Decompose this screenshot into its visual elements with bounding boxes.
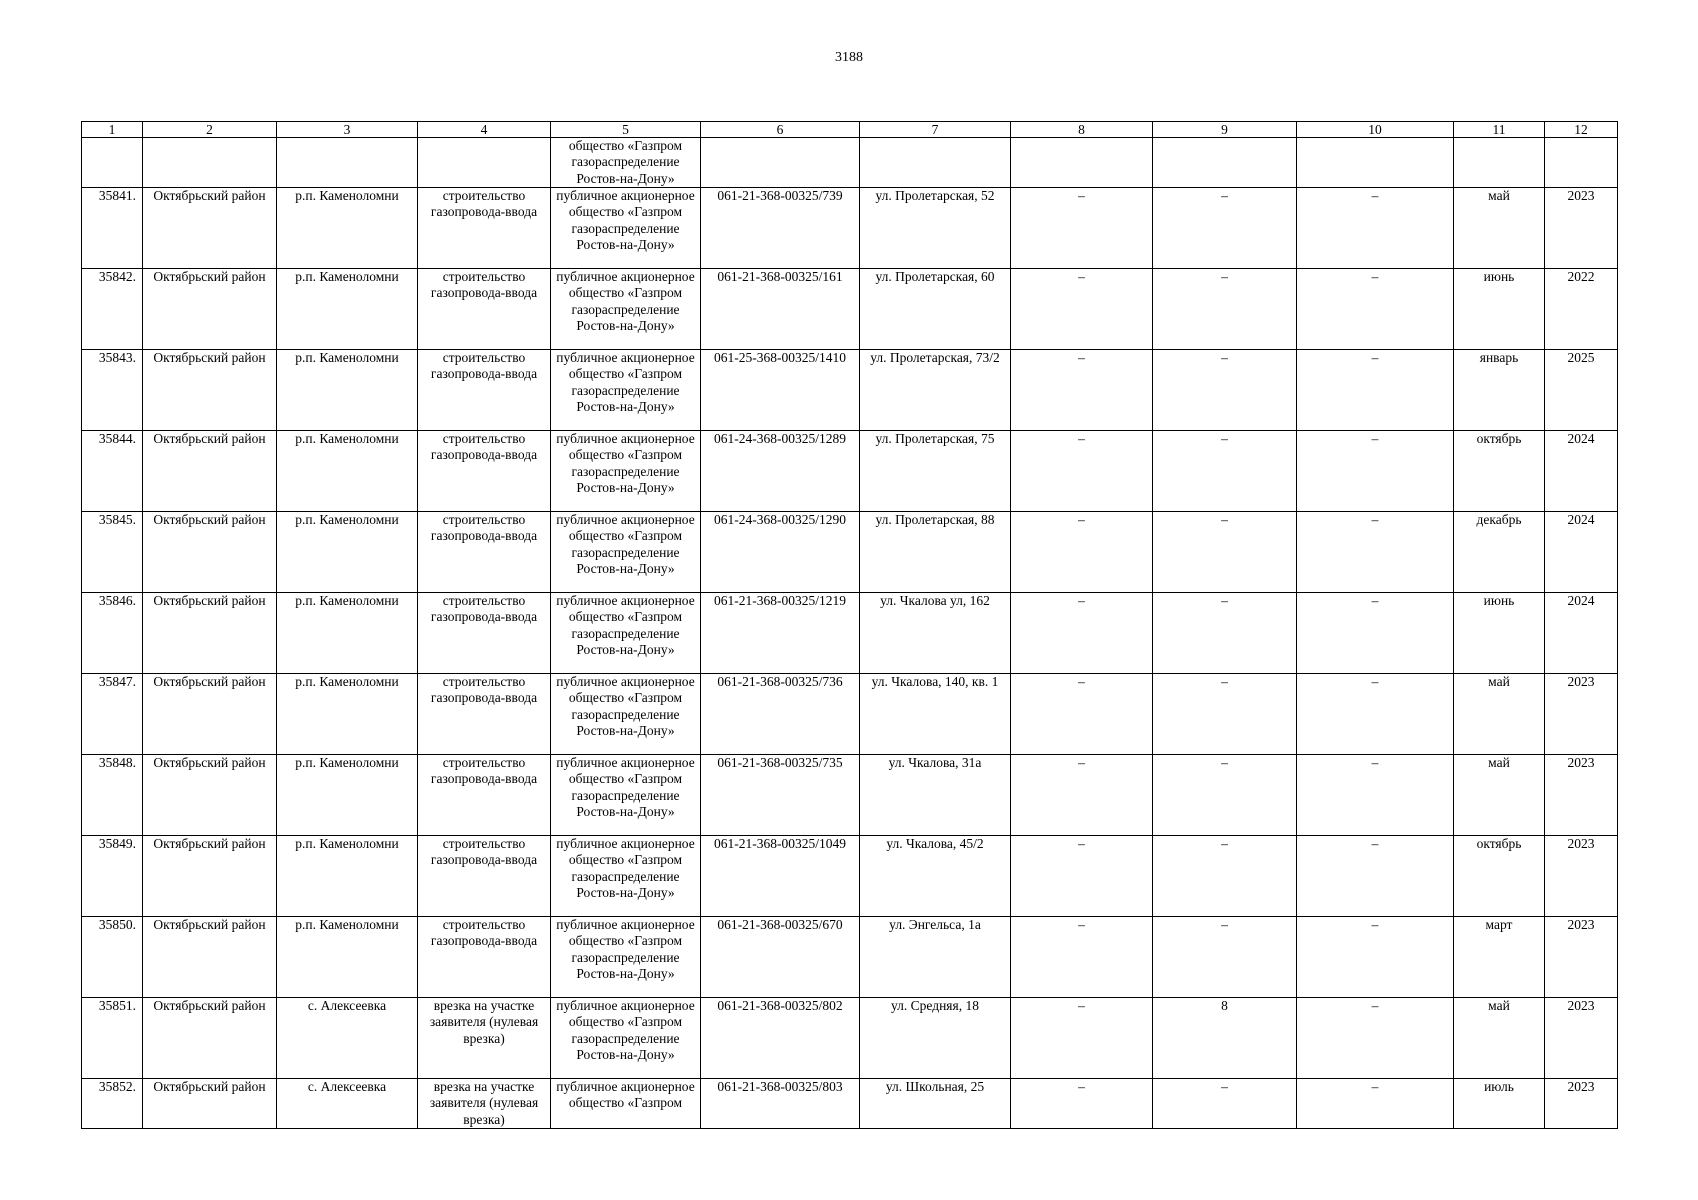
column-number-header: 9 xyxy=(1153,122,1297,138)
row-number-cell: 35852. xyxy=(82,1079,143,1129)
row-number-cell: 35849. xyxy=(82,836,143,917)
column-10-cell: – xyxy=(1297,431,1454,512)
year-cell: 2025 xyxy=(1545,350,1618,431)
column-9-cell: – xyxy=(1153,188,1297,269)
address-cell: ул. Средняя, 18 xyxy=(860,998,1011,1079)
table-row xyxy=(82,755,1618,836)
year-cell: 2024 xyxy=(1545,593,1618,674)
registration-code-cell: 061-21-368-00325/670 xyxy=(701,917,860,998)
month-cell: январь xyxy=(1454,350,1545,431)
work-type-cell: врезка на участке заявителя (нулевая врезка) xyxy=(418,1079,551,1129)
column-9-cell: – xyxy=(1153,836,1297,917)
month-cell: июль xyxy=(1454,1079,1545,1129)
work-type-cell: строительство газопровода-ввода xyxy=(418,836,551,917)
column-9-cell: – xyxy=(1153,755,1297,836)
district-cell: Октябрьский район xyxy=(143,350,277,431)
work-type-cell: строительство газопровода-ввода xyxy=(418,674,551,755)
column-9-cell: 8 xyxy=(1153,998,1297,1079)
locality-cell: с. Алексеевка xyxy=(277,998,418,1079)
column-number-header: 11 xyxy=(1454,122,1545,138)
work-type-cell: строительство газопровода-ввода xyxy=(418,917,551,998)
table-row xyxy=(82,431,1618,512)
address-cell: ул. Пролетарская, 60 xyxy=(860,269,1011,350)
column-10-cell: – xyxy=(1297,269,1454,350)
column-number-header: 4 xyxy=(418,122,551,138)
table-row xyxy=(82,188,1618,269)
address-cell: ул. Чкалова, 45/2 xyxy=(860,836,1011,917)
address-cell: ул. Энгельса, 1а xyxy=(860,917,1011,998)
column-number-header: 5 xyxy=(551,122,701,138)
locality-cell: р.п. Каменоломни xyxy=(277,755,418,836)
column-number-header: 6 xyxy=(701,122,860,138)
table-cell xyxy=(1297,138,1454,188)
column-10-cell: – xyxy=(1297,512,1454,593)
organization-cell: публичное акционерное общество «Газпром газораспределение Ростов-на-Дону» xyxy=(551,188,701,269)
district-cell: Октябрьский район xyxy=(143,431,277,512)
registration-code-cell: 061-21-368-00325/739 xyxy=(701,188,860,269)
column-10-cell: – xyxy=(1297,998,1454,1079)
year-cell: 2024 xyxy=(1545,431,1618,512)
locality-cell: р.п. Каменоломни xyxy=(277,674,418,755)
year-cell: 2023 xyxy=(1545,188,1618,269)
locality-cell: р.п. Каменоломни xyxy=(277,593,418,674)
registration-code-cell: 061-21-368-00325/803 xyxy=(701,1079,860,1129)
year-cell: 2022 xyxy=(1545,269,1618,350)
registration-code-cell: 061-25-368-00325/1410 xyxy=(701,350,860,431)
table-row xyxy=(82,917,1618,998)
row-number-cell: 35850. xyxy=(82,917,143,998)
locality-cell: р.п. Каменоломни xyxy=(277,836,418,917)
organization-cell: публичное акционерное общество «Газпром газораспределение Ростов-на-Дону» xyxy=(551,836,701,917)
registry-table xyxy=(81,121,1618,1129)
table-cell xyxy=(1011,138,1153,188)
column-8-cell: – xyxy=(1011,512,1153,593)
month-cell: май xyxy=(1454,755,1545,836)
organization-cell: публичное акционерное общество «Газпром газораспределение Ростов-на-Дону» xyxy=(551,350,701,431)
table-row xyxy=(82,998,1618,1079)
address-cell: ул. Чкалова, 31а xyxy=(860,755,1011,836)
column-number-header: 3 xyxy=(277,122,418,138)
column-9-cell: – xyxy=(1153,431,1297,512)
column-10-cell: – xyxy=(1297,917,1454,998)
district-cell: Октябрьский район xyxy=(143,269,277,350)
district-cell: Октябрьский район xyxy=(143,512,277,593)
locality-cell: с. Алексеевка xyxy=(277,1079,418,1129)
registration-code-cell: 061-21-368-00325/1219 xyxy=(701,593,860,674)
organization-cell: публичное акционерное общество «Газпром xyxy=(551,1079,701,1129)
district-cell: Октябрьский район xyxy=(143,917,277,998)
column-8-cell: – xyxy=(1011,431,1153,512)
district-cell: Октябрьский район xyxy=(143,188,277,269)
table-cell xyxy=(82,138,143,188)
column-9-cell: – xyxy=(1153,512,1297,593)
month-cell: июнь xyxy=(1454,593,1545,674)
address-cell: ул. Пролетарская, 52 xyxy=(860,188,1011,269)
column-number-header: 7 xyxy=(860,122,1011,138)
district-cell: Октябрьский район xyxy=(143,1079,277,1129)
table-cell xyxy=(860,138,1011,188)
continuation-row xyxy=(82,138,1618,188)
column-8-cell: – xyxy=(1011,188,1153,269)
organization-cell: общество «Газпром газораспределение Ростов-на-Дону» xyxy=(551,138,701,188)
table-row xyxy=(82,674,1618,755)
column-9-cell: – xyxy=(1153,593,1297,674)
district-cell: Октябрьский район xyxy=(143,593,277,674)
address-cell: ул. Чкалова ул, 162 xyxy=(860,593,1011,674)
year-cell: 2023 xyxy=(1545,755,1618,836)
work-type-cell: врезка на участке заявителя (нулевая врезка) xyxy=(418,998,551,1079)
registration-code-cell: 061-24-368-00325/1290 xyxy=(701,512,860,593)
column-number-header-row xyxy=(82,122,1618,138)
organization-cell: публичное акционерное общество «Газпром газораспределение Ростов-на-Дону» xyxy=(551,674,701,755)
column-8-cell: – xyxy=(1011,350,1153,431)
column-9-cell: – xyxy=(1153,350,1297,431)
table-cell xyxy=(277,138,418,188)
organization-cell: публичное акционерное общество «Газпром газораспределение Ростов-на-Дону» xyxy=(551,998,701,1079)
organization-cell: публичное акционерное общество «Газпром газораспределение Ростов-на-Дону» xyxy=(551,755,701,836)
work-type-cell: строительство газопровода-ввода xyxy=(418,188,551,269)
table-cell xyxy=(701,138,860,188)
registration-code-cell: 061-21-368-00325/736 xyxy=(701,674,860,755)
district-cell: Октябрьский район xyxy=(143,674,277,755)
column-8-cell: – xyxy=(1011,674,1153,755)
locality-cell: р.п. Каменоломни xyxy=(277,269,418,350)
month-cell: март xyxy=(1454,917,1545,998)
registration-code-cell: 061-21-368-00325/161 xyxy=(701,269,860,350)
district-cell: Октябрьский район xyxy=(143,755,277,836)
work-type-cell: строительство газопровода-ввода xyxy=(418,593,551,674)
row-number-cell: 35846. xyxy=(82,593,143,674)
organization-cell: публичное акционерное общество «Газпром газораспределение Ростов-на-Дону» xyxy=(551,431,701,512)
locality-cell: р.п. Каменоломни xyxy=(277,431,418,512)
address-cell: ул. Школьная, 25 xyxy=(860,1079,1011,1129)
row-number-cell: 35842. xyxy=(82,269,143,350)
table-row xyxy=(82,836,1618,917)
row-number-cell: 35844. xyxy=(82,431,143,512)
table-cell xyxy=(1153,138,1297,188)
column-9-cell: – xyxy=(1153,917,1297,998)
organization-cell: публичное акционерное общество «Газпром газораспределение Ростов-на-Дону» xyxy=(551,269,701,350)
column-number-header: 2 xyxy=(143,122,277,138)
column-number-header: 12 xyxy=(1545,122,1618,138)
locality-cell: р.п. Каменоломни xyxy=(277,917,418,998)
column-9-cell: – xyxy=(1153,674,1297,755)
locality-cell: р.п. Каменоломни xyxy=(277,512,418,593)
registration-code-cell: 061-21-368-00325/802 xyxy=(701,998,860,1079)
address-cell: ул. Пролетарская, 73/2 xyxy=(860,350,1011,431)
organization-cell: публичное акционерное общество «Газпром газораспределение Ростов-на-Дону» xyxy=(551,593,701,674)
work-type-cell: строительство газопровода-ввода xyxy=(418,431,551,512)
locality-cell: р.п. Каменоломни xyxy=(277,188,418,269)
row-number-cell: 35841. xyxy=(82,188,143,269)
column-10-cell: – xyxy=(1297,188,1454,269)
column-8-cell: – xyxy=(1011,269,1153,350)
work-type-cell: строительство газопровода-ввода xyxy=(418,755,551,836)
table-row xyxy=(82,1079,1618,1129)
month-cell: октябрь xyxy=(1454,836,1545,917)
district-cell: Октябрьский район xyxy=(143,836,277,917)
column-9-cell: – xyxy=(1153,1079,1297,1129)
organization-cell: публичное акционерное общество «Газпром газораспределение Ростов-на-Дону» xyxy=(551,512,701,593)
table-cell xyxy=(418,138,551,188)
column-10-cell: – xyxy=(1297,674,1454,755)
column-8-cell: – xyxy=(1011,755,1153,836)
year-cell: 2023 xyxy=(1545,674,1618,755)
month-cell: октябрь xyxy=(1454,431,1545,512)
column-8-cell: – xyxy=(1011,593,1153,674)
column-number-header: 10 xyxy=(1297,122,1454,138)
row-number-cell: 35848. xyxy=(82,755,143,836)
table-row xyxy=(82,512,1618,593)
page-number: 3188 xyxy=(835,50,863,65)
registration-code-cell: 061-21-368-00325/1049 xyxy=(701,836,860,917)
row-number-cell: 35851. xyxy=(82,998,143,1079)
table-row xyxy=(82,269,1618,350)
column-8-cell: – xyxy=(1011,917,1153,998)
month-cell: июнь xyxy=(1454,269,1545,350)
month-cell: декабрь xyxy=(1454,512,1545,593)
row-number-cell: 35845. xyxy=(82,512,143,593)
organization-cell: публичное акционерное общество «Газпром газораспределение Ростов-на-Дону» xyxy=(551,917,701,998)
registration-code-cell: 061-21-368-00325/735 xyxy=(701,755,860,836)
address-cell: ул. Чкалова, 140, кв. 1 xyxy=(860,674,1011,755)
table-row xyxy=(82,593,1618,674)
column-8-cell: – xyxy=(1011,836,1153,917)
column-10-cell: – xyxy=(1297,836,1454,917)
table-cell xyxy=(1545,138,1618,188)
locality-cell: р.п. Каменоломни xyxy=(277,350,418,431)
row-number-cell: 35847. xyxy=(82,674,143,755)
column-8-cell: – xyxy=(1011,1079,1153,1129)
registration-code-cell: 061-24-368-00325/1289 xyxy=(701,431,860,512)
table-cell xyxy=(143,138,277,188)
column-9-cell: – xyxy=(1153,269,1297,350)
table-cell xyxy=(1454,138,1545,188)
district-cell: Октябрьский район xyxy=(143,998,277,1079)
column-10-cell: – xyxy=(1297,350,1454,431)
address-cell: ул. Пролетарская, 75 xyxy=(860,431,1011,512)
column-number-header: 1 xyxy=(82,122,143,138)
year-cell: 2024 xyxy=(1545,512,1618,593)
work-type-cell: строительство газопровода-ввода xyxy=(418,269,551,350)
column-8-cell: – xyxy=(1011,998,1153,1079)
work-type-cell: строительство газопровода-ввода xyxy=(418,512,551,593)
row-number-cell: 35843. xyxy=(82,350,143,431)
month-cell: май xyxy=(1454,188,1545,269)
address-cell: ул. Пролетарская, 88 xyxy=(860,512,1011,593)
column-number-header: 8 xyxy=(1011,122,1153,138)
column-10-cell: – xyxy=(1297,593,1454,674)
year-cell: 2023 xyxy=(1545,1079,1618,1129)
table-row xyxy=(82,350,1618,431)
year-cell: 2023 xyxy=(1545,998,1618,1079)
month-cell: май xyxy=(1454,998,1545,1079)
column-10-cell: – xyxy=(1297,1079,1454,1129)
month-cell: май xyxy=(1454,674,1545,755)
year-cell: 2023 xyxy=(1545,836,1618,917)
column-10-cell: – xyxy=(1297,755,1454,836)
year-cell: 2023 xyxy=(1545,917,1618,998)
work-type-cell: строительство газопровода-ввода xyxy=(418,350,551,431)
